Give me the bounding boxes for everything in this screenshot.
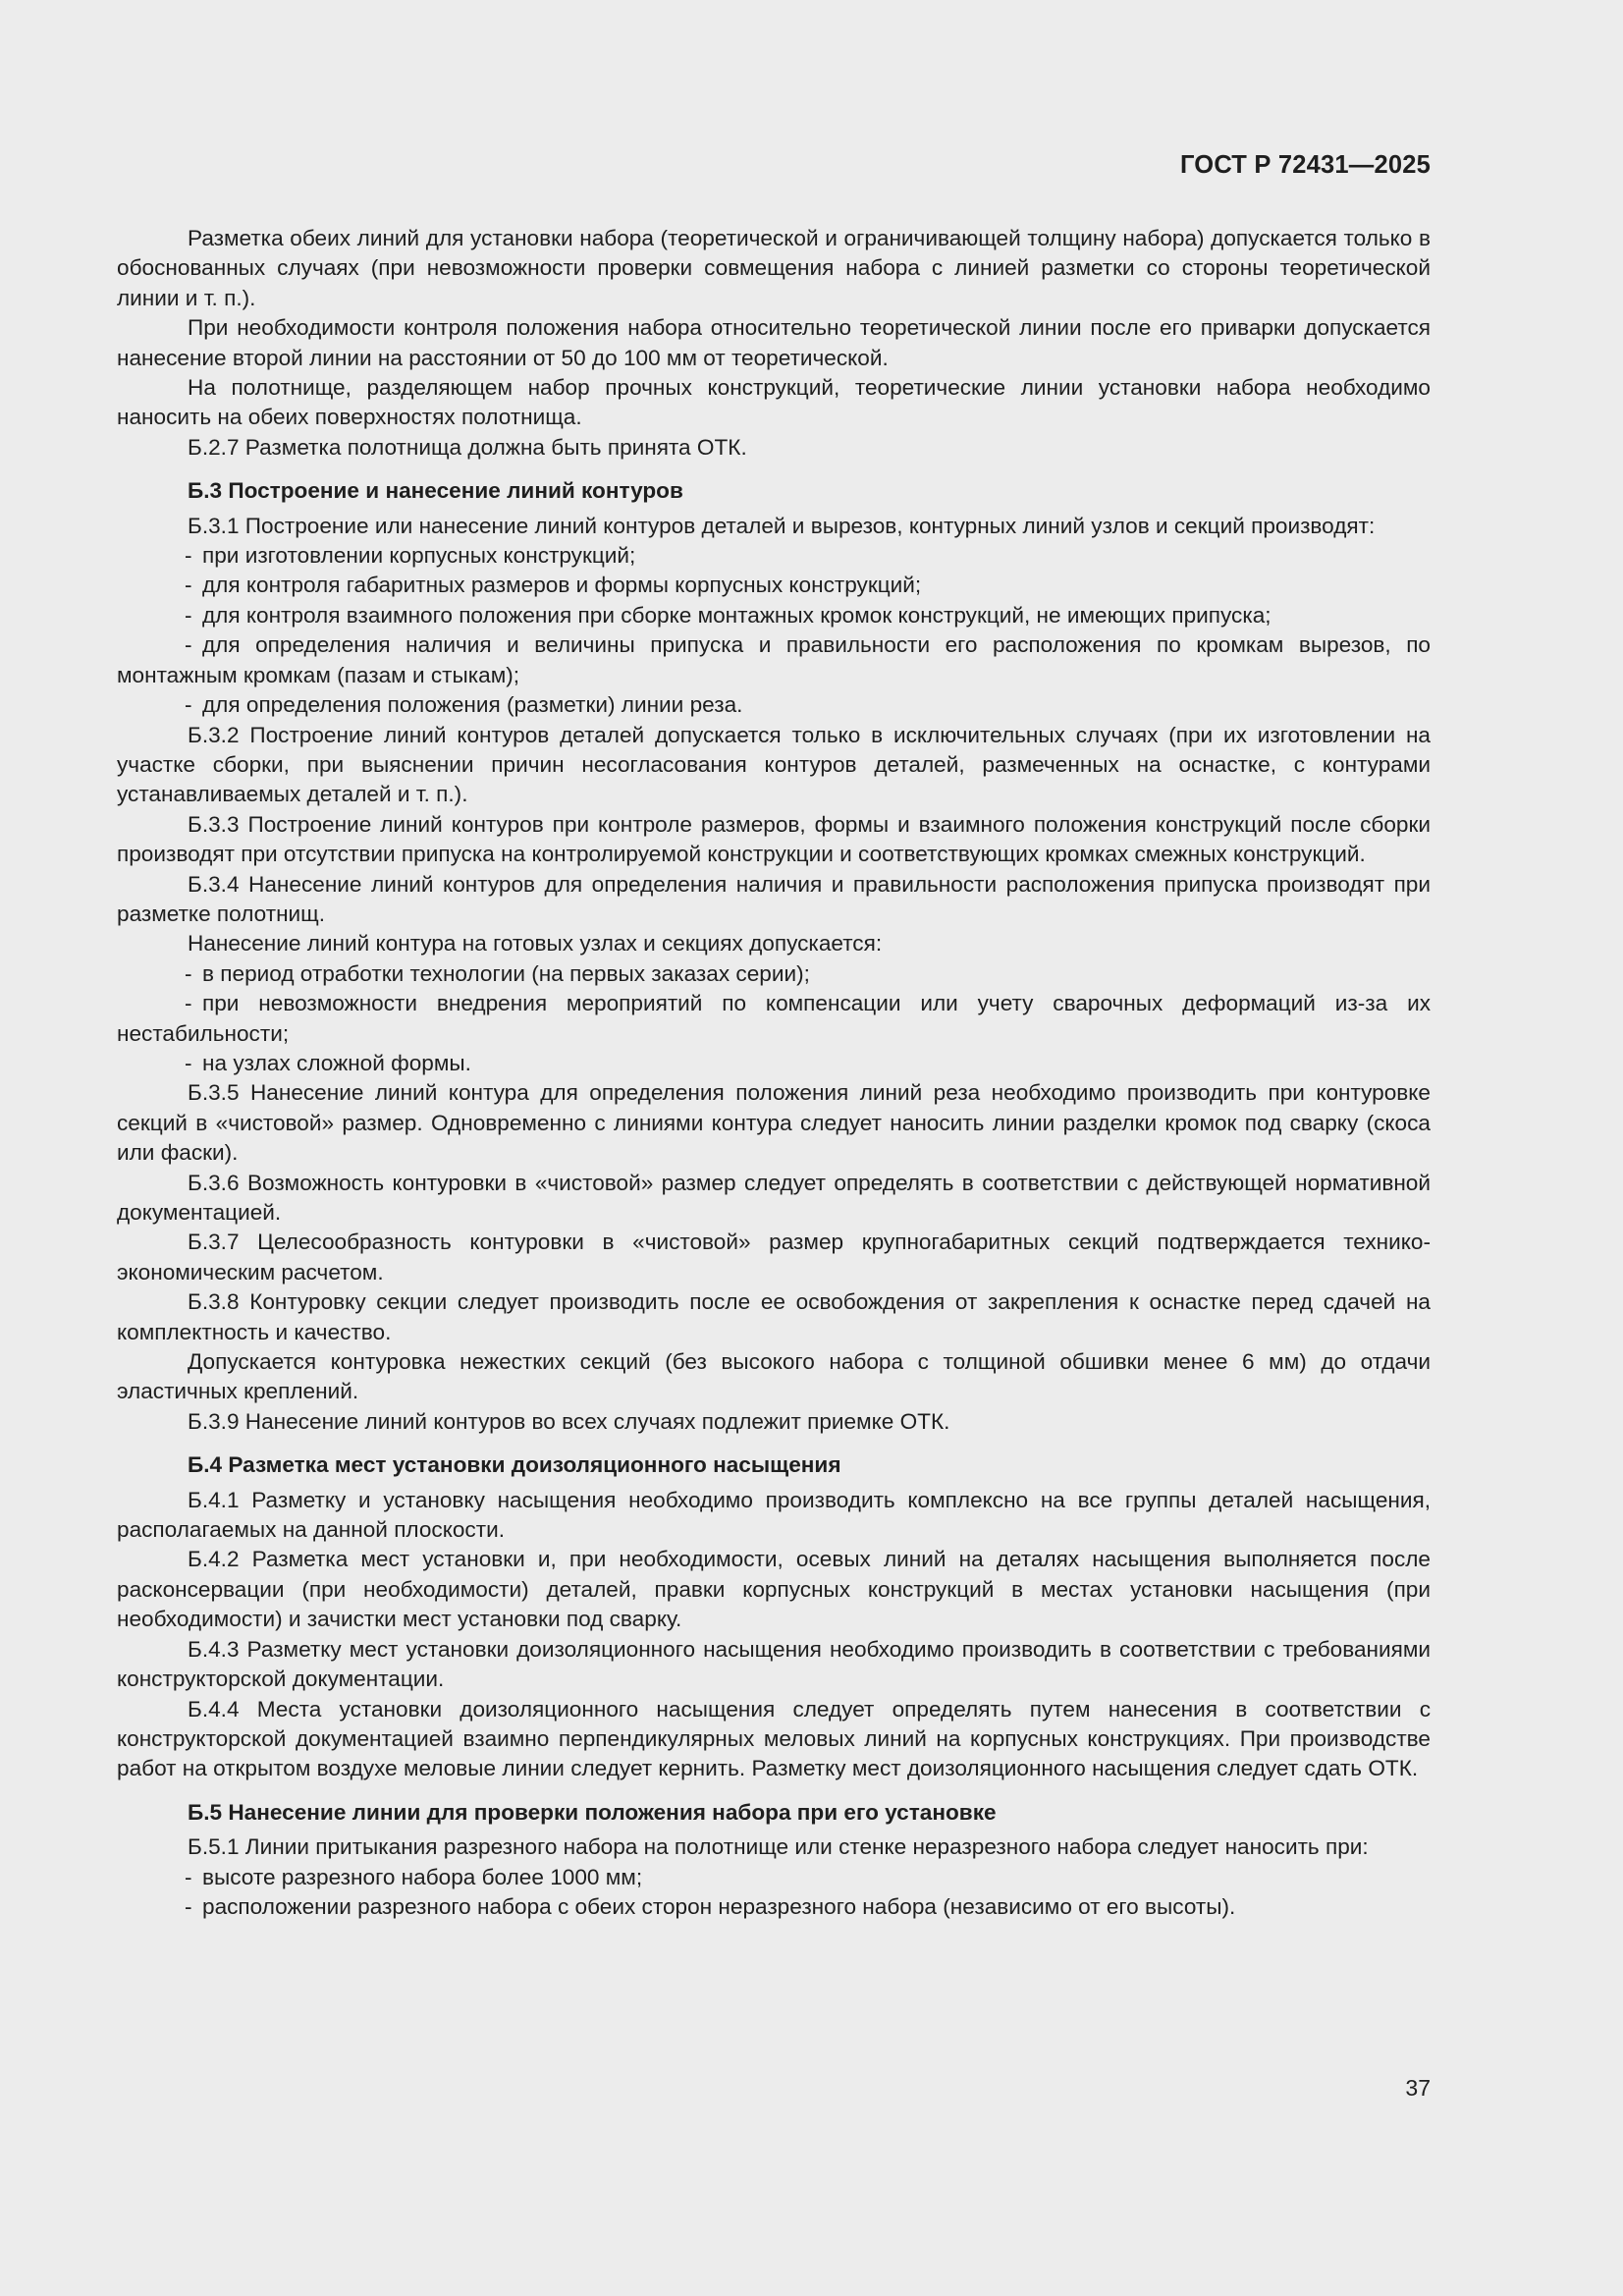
list-item-text: высоте разрезного набора более 1000 мм; <box>202 1864 643 1889</box>
list-bullet: - <box>185 692 192 718</box>
list-bullet: - <box>185 1893 192 1919</box>
paragraph: Б.3.4 Нанесение линий контуров для определения наличия и правильности расположения припуска производят при разметке полотнищ. <box>117 871 1431 926</box>
list-item-text: для контроля габаритных размеров и формы корпусных конструкций; <box>202 573 922 598</box>
paragraph: Б.4.2 Разметка мест установки и, при необходимости, осевых линий на деталях насыщения выполняется после расконсервации (при необходимости) деталей, правки корпусных конструкций в местах установки насыщения (при необходимости) и зачистки мест установки под сварку. <box>117 1547 1431 1632</box>
list-item-text: расположении разрезного набора с обеих сторон неразрезного набора (независимо от его высоты). <box>202 1893 1236 1919</box>
paragraph: Б.4.4 Места установки доизоляционного насыщения следует определять путем нанесения в соответствии с конструкторской документацией взаимно перпендикулярных меловых линий на корпусных конструкциях. При производстве работ на открытом воздухе меловые линии следует кернить. Разметку мест доизоляционного насыщения следует сдать ОТК. <box>117 1696 1431 1781</box>
paragraph: Нанесение линий контура на готовых узлах и секциях допускается: <box>188 931 883 957</box>
document-body <box>117 224 1431 1922</box>
list-bullet: - <box>185 632 192 658</box>
paragraph: При необходимости контроля положения набора относительно теоретической линии после его приварки допускается нанесение второй линии на расстоянии от 50 до 100 мм от теоретической. <box>117 315 1431 370</box>
list-bullet: - <box>185 991 192 1016</box>
document-header: ГОСТ Р 72431—2025 <box>1179 151 1431 179</box>
paragraph: Б.4.3 Разметку мест установки доизоляционного насыщения необходимо производить в соответствии с требованиями конструкторской документации. <box>117 1636 1431 1692</box>
paragraph: Б.3.6 Возможность контуровки в «чистовой» размер следует определять в соответствии с действующей нормативной документацией. <box>117 1170 1431 1225</box>
paragraph: Б.5.1 Линии притыкания разрезного набора на полотнище или стенке неразрезного набора следует наносить при: <box>188 1834 1369 1860</box>
paragraph: Б.3.1 Построение или нанесение линий контуров деталей и вырезов, контурных линий узлов и секций производят: <box>188 513 1376 538</box>
list-item-text: при невозможности внедрения мероприятий по компенсации или учету сварочных деформаций из-за их нестабильности; <box>117 991 1431 1046</box>
list-bullet: - <box>185 1050 192 1075</box>
paragraph: Б.2.7 Разметка полотнища должна быть принята ОТК. <box>188 434 747 460</box>
page-number: 37 <box>1405 2075 1431 2101</box>
list-item <box>117 571 1431 600</box>
list-bullet: - <box>185 602 192 628</box>
section-heading: Б.3 Построение и нанесение линий контуров <box>188 478 683 504</box>
list-item <box>117 630 1431 690</box>
list-item-text: для определения положения (разметки) линии реза. <box>202 692 743 718</box>
list-bullet: - <box>185 573 192 598</box>
paragraph: Допускается контуровка нежестких секций (без высокого набора с толщиной обшивки менее 6 мм) до отдачи эластичных креплений. <box>117 1349 1431 1404</box>
section-heading: Б.4 Разметка мест установки доизоляционного насыщения <box>188 1452 841 1478</box>
paragraph: Б.3.8 Контуровку секции следует производить после ее освобождения от закрепления к оснастке перед сдачей на комплектность и качество. <box>117 1289 1431 1344</box>
list-item-text: для определения наличия и величины припуска и правильности его расположения по кромкам вырезов, по монтажным кромкам (пазам и стыкам); <box>117 632 1431 687</box>
list-bullet: - <box>185 1864 192 1889</box>
list-item <box>117 690 1431 720</box>
list-item <box>117 959 1431 989</box>
list-item <box>117 989 1431 1049</box>
list-item-text: для контроля взаимного положения при сборке монтажных кромок конструкций, не имеющих припуска; <box>202 602 1271 628</box>
paragraph: На полотнище, разделяющем набор прочных конструкций, теоретические линии установки набора необходимо наносить на обеих поверхностях полотнища. <box>117 375 1431 430</box>
paragraph: Б.3.3 Построение линий контуров при контроле размеров, формы и взаимного положения конструкций после сборки производят при отсутствии припуска на контролируемой конструкции и соответствующих кромках смежных конструкций. <box>117 811 1431 867</box>
paragraph: Б.3.7 Целесообразность контуровки в «чистовой» размер крупногабаритных секций подтверждается технико-экономическим расчетом. <box>117 1230 1431 1285</box>
list-item <box>117 1049 1431 1078</box>
list-item <box>117 1892 1431 1922</box>
paragraph: Б.3.5 Нанесение линий контура для определения положения линий реза необходимо производить при контуровке секций в «чистовой» размер. Одновременно с линиями контура следует наносить линии разделки кромок под сварку (скоса или фаски). <box>117 1080 1431 1166</box>
paragraph: Разметка обеих линий для установки набора (теоретической и ограничивающей толщину набора) допускается только в обоснованных случаях (при невозможности проверки совмещения набора с линией разметки со стороны теоретической линии и т. п.). <box>117 226 1431 310</box>
list-item <box>117 541 1431 571</box>
list-item-text: в период отработки технологии (на первых заказах серии); <box>202 960 810 986</box>
list-bullet: - <box>185 960 192 986</box>
list-item <box>117 601 1431 630</box>
list-item <box>117 1863 1431 1892</box>
list-item-text: на узлах сложной формы. <box>202 1050 471 1075</box>
paragraph: Б.3.9 Нанесение линий контуров во всех случаях подлежит приемке ОТК. <box>188 1408 950 1434</box>
list-item-text: при изготовлении корпусных конструкций; <box>202 543 636 569</box>
list-bullet: - <box>185 543 192 569</box>
paragraph: Б.3.2 Построение линий контуров деталей допускается только в исключительных случаях (при их изготовлении на участке сборки, при выяснении причин несогласования контуров деталей, размеченных на оснастке, с контурами устанавливаемых деталей и т. п.). <box>117 722 1431 807</box>
paragraph: Б.4.1 Разметку и установку насыщения необходимо производить комплексно на все группы деталей насыщения, располагаемых на данной плоскости. <box>117 1487 1431 1543</box>
section-heading: Б.5 Нанесение линии для проверки положения набора при его установке <box>188 1799 997 1825</box>
